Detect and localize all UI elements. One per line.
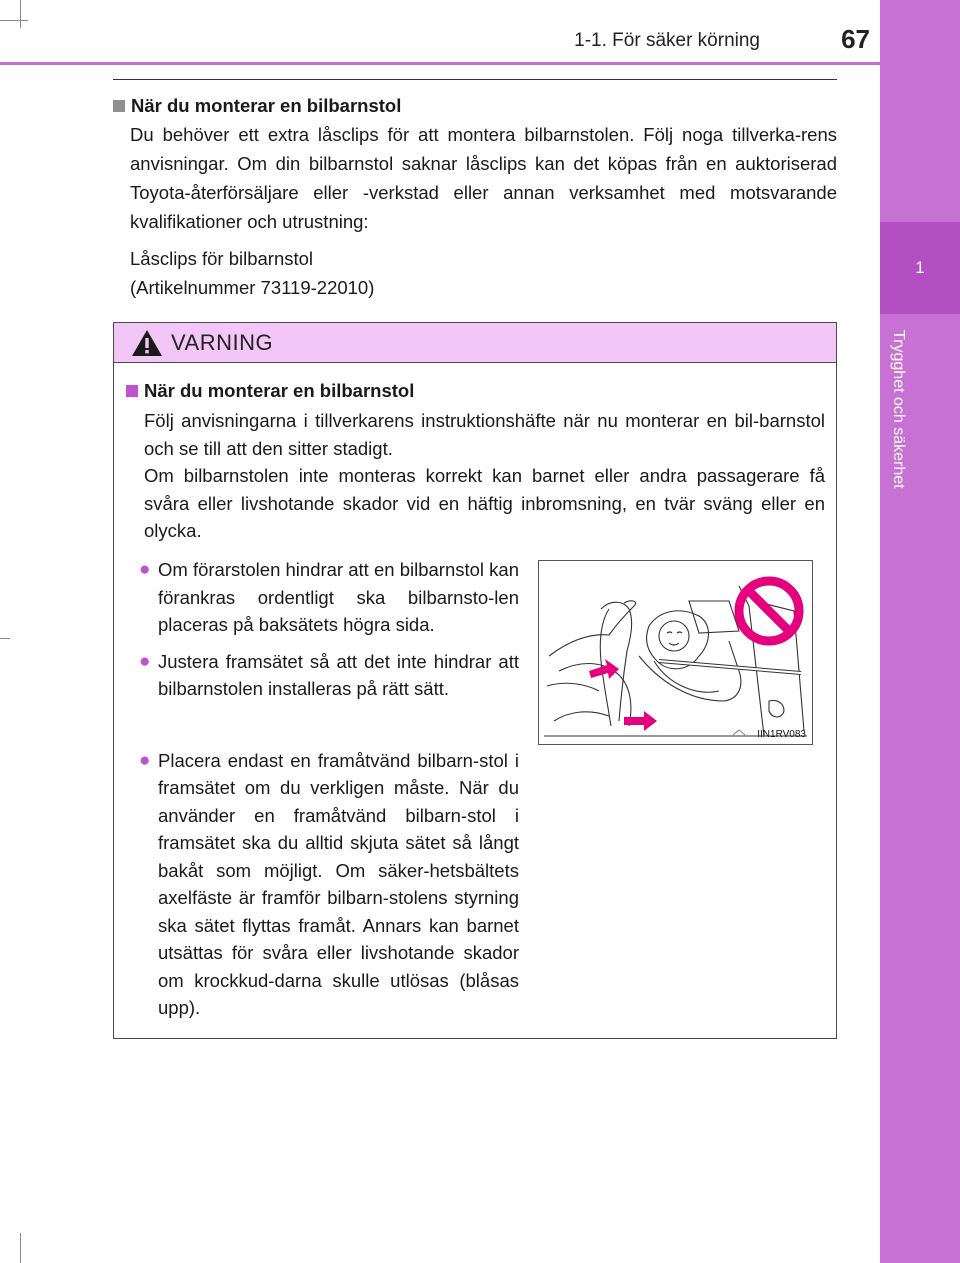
warning-text xyxy=(144,407,825,545)
header-rule xyxy=(0,62,880,65)
part-number: (Artikelnummer 73119-22010) xyxy=(130,277,375,298)
bullet-text: Justera framsätet så att det inte hindrar att bilbarnstolen installeras på rätt sätt. xyxy=(158,650,519,699)
chapter-number: 1 xyxy=(915,258,925,277)
crop-mark xyxy=(20,0,21,28)
warning-bullet-list xyxy=(139,556,519,1022)
list-item xyxy=(139,747,519,1022)
warning-title: VARNING xyxy=(171,329,274,355)
bullet-text: Placera endast en framåtvänd bilbarn-stol i framsätet om du verkligen måste. När du använder en framåtvänd bilbarn-stol i framsätet ska du alltid skjuta sätet så långt bakåt som möjligt. Om säker-hetsbältets axelfäste är framför bilbarn-stolens styrning ska sätet flyttas framåt. Annars kan barnet utsättas för svåra eller livshotande skador om krockkud-darna skulle utlösas (blåsas upp). xyxy=(158,749,519,1018)
chapter-title: Trygghet och säkerhet xyxy=(890,330,907,489)
bullet-dot-icon: ● xyxy=(139,749,151,771)
part-number-paragraph xyxy=(130,244,837,302)
figure-code: IIN1RV083 xyxy=(757,729,806,740)
crop-mark xyxy=(0,638,10,639)
list-item xyxy=(139,556,519,639)
heading-square-icon xyxy=(126,385,138,397)
intro-paragraph: Du behöver ett extra låsclips för att montera bilbarnstolen. Följ noga tillverka-rens anvisningar. Om din bilbarnstol saknar låsclips kan det köpas från en auktoriserad Toyota-återförsäljare eller -verkstad eller annan verksamhet med motsvarande kvalifikationer och utrustning: xyxy=(130,124,837,232)
warning-heading-text: När du monterar en bilbarnstol xyxy=(144,380,415,401)
intro-heading-text: När du monterar en bilbarnstol xyxy=(131,95,402,116)
crop-mark xyxy=(0,20,28,21)
section-title: 1-1. För säker körning xyxy=(574,30,760,51)
bullet-text: Om förarstolen hindrar att en bilbarnstol kan förankras ordentligt ska bilbarnsto-len placeras på baksätets högra sida. xyxy=(158,559,519,635)
warning-text-2: Om bilbarnstolen inte monteras korrekt kan barnet eller andra passagerare få svåra eller livshotande skador vid en häftig inbromsning, en tvär sväng eller en olycka. xyxy=(144,465,825,541)
chapter-side-tab xyxy=(880,0,960,1263)
content-top-rule xyxy=(113,79,837,80)
intro-section xyxy=(113,94,837,302)
intro-heading xyxy=(113,94,837,118)
page-number: 67 xyxy=(841,24,870,54)
list-item xyxy=(139,648,519,703)
warning-box xyxy=(113,322,837,1039)
warning-triangle-icon xyxy=(131,329,163,357)
heading-square-icon xyxy=(113,100,125,112)
warning-text-1: Följ anvisningarna i tillverkarens instruktionshäfte när nu monterar en bil-barnstol och se till att den sitter stadigt. xyxy=(144,410,825,459)
bullet-dot-icon: ● xyxy=(139,650,151,672)
prohibition-icon xyxy=(739,581,799,641)
part-label: Låsclips för bilbarnstol xyxy=(130,248,314,269)
illustration-drawing xyxy=(539,561,812,744)
warning-heading xyxy=(126,380,414,402)
crop-mark xyxy=(20,1233,21,1263)
bullet-dot-icon: ● xyxy=(139,559,151,580)
child-seat-illustration xyxy=(538,560,813,745)
warning-header xyxy=(114,323,836,363)
